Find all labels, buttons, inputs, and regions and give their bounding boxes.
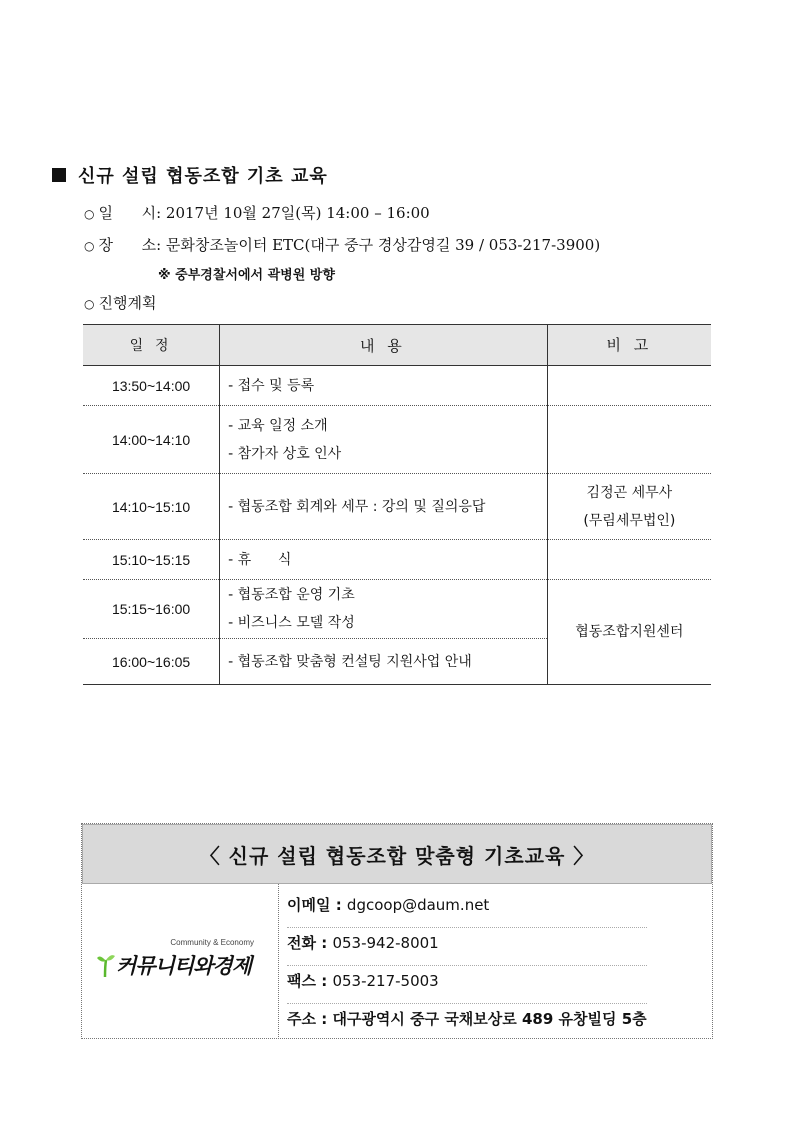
row-content-line: - 협동조합 운영 기초 (228, 587, 355, 603)
email-link[interactable]: dgcoop@daum.net (346, 896, 490, 914)
contact-box-title: 〈 신규 설립 협동조합 맞춤형 기초교육 〉 (82, 824, 712, 884)
row-content-line: - 비즈니스 모델 작성 (228, 615, 355, 631)
row-time: 13:50~14:00 (83, 366, 220, 406)
section-title-text: 신규 설립 협동조합 기초 교육 (78, 166, 328, 187)
place-value: : 문화창조놀이터 ETC(대구 중구 경상감영길 39 / 053-217-3900) (156, 236, 601, 254)
table-row (83, 406, 711, 474)
row-content-line: - 협동조합 맞춤형 컨설팅 지원사업 안내 (228, 653, 472, 670)
address-value: 대구광역시 중구 국채보상로 489 유창빌딩 5층 (332, 1010, 647, 1028)
remarks-line: (무림세무법인) (583, 512, 676, 529)
organization-logo (82, 884, 279, 1037)
row-content (220, 406, 548, 474)
contact-box-body (82, 884, 712, 1037)
fax-label: 팩스 : (287, 972, 333, 990)
row-time: 15:10~15:15 (83, 540, 220, 580)
table-row (83, 366, 711, 406)
date-line (84, 202, 430, 223)
place-line (84, 234, 600, 255)
header-remarks: 비 고 (547, 325, 711, 366)
remarks-line: 김정곤 세무사 (586, 484, 673, 501)
row-time: 15:15~16:00 (83, 580, 220, 639)
phone-value: 053-942-8001 (332, 934, 439, 952)
direction-note: ※ 중부경찰서에서 곽병원 방향 (158, 268, 335, 283)
date-value: : 2017년 10월 27일(목) 14:00 – 16:00 (156, 204, 430, 222)
merged-remarks: 협동조합지원센터 (547, 580, 711, 685)
row-content (220, 474, 548, 540)
row-content-line: - 휴 식 (228, 551, 292, 568)
sprout-icon (96, 952, 116, 978)
address-row (287, 1004, 647, 1041)
plan-line (84, 292, 156, 313)
row-remarks (547, 366, 711, 406)
email-row (287, 890, 647, 928)
row-time: 14:00~14:10 (83, 406, 220, 474)
row-remarks (547, 474, 711, 540)
contact-info (279, 884, 647, 1037)
row-content (220, 580, 548, 639)
table-header-row (83, 325, 711, 366)
schedule-table (83, 324, 711, 685)
phone-label: 전화 : (287, 934, 333, 952)
table-row (83, 474, 711, 540)
row-content (220, 639, 548, 685)
row-content (220, 366, 548, 406)
table-row (83, 540, 711, 580)
circle-bullet-icon: ○ (84, 297, 95, 311)
fax-row (287, 966, 647, 1004)
header-content: 내 용 (220, 325, 548, 366)
date-label: 일 시 (98, 204, 157, 222)
row-content (220, 540, 548, 580)
row-content-line: - 접수 및 등록 (228, 377, 315, 394)
header-schedule: 일 정 (83, 325, 220, 366)
fax-value: 053-217-5003 (332, 972, 439, 990)
plan-label: 진행계획 (98, 294, 157, 312)
row-remarks (547, 540, 711, 580)
black-square-icon (52, 168, 66, 182)
row-content-line: - 협동조합 회계와 세무 : 강의 및 질의응답 (228, 498, 486, 515)
row-time: 14:10~15:10 (83, 474, 220, 540)
row-remarks (547, 406, 711, 474)
logo-script: 커뮤니티와경제 (116, 953, 252, 978)
section-title (52, 162, 328, 188)
email-label: 이메일 : (287, 896, 347, 914)
row-content-line: - 교육 일정 소개 (228, 417, 328, 434)
contact-box (81, 823, 713, 1039)
circle-bullet-icon: ○ (84, 207, 95, 221)
logo-subtitle: Community & Economy (170, 938, 254, 947)
circle-bullet-icon: ○ (84, 239, 95, 253)
row-content-line: - 참가자 상호 인사 (228, 445, 342, 462)
row-time: 16:00~16:05 (83, 639, 220, 685)
table-row (83, 580, 711, 639)
phone-row (287, 928, 647, 966)
place-label: 장 소 (98, 236, 157, 254)
address-label: 주소 : (287, 1010, 333, 1028)
